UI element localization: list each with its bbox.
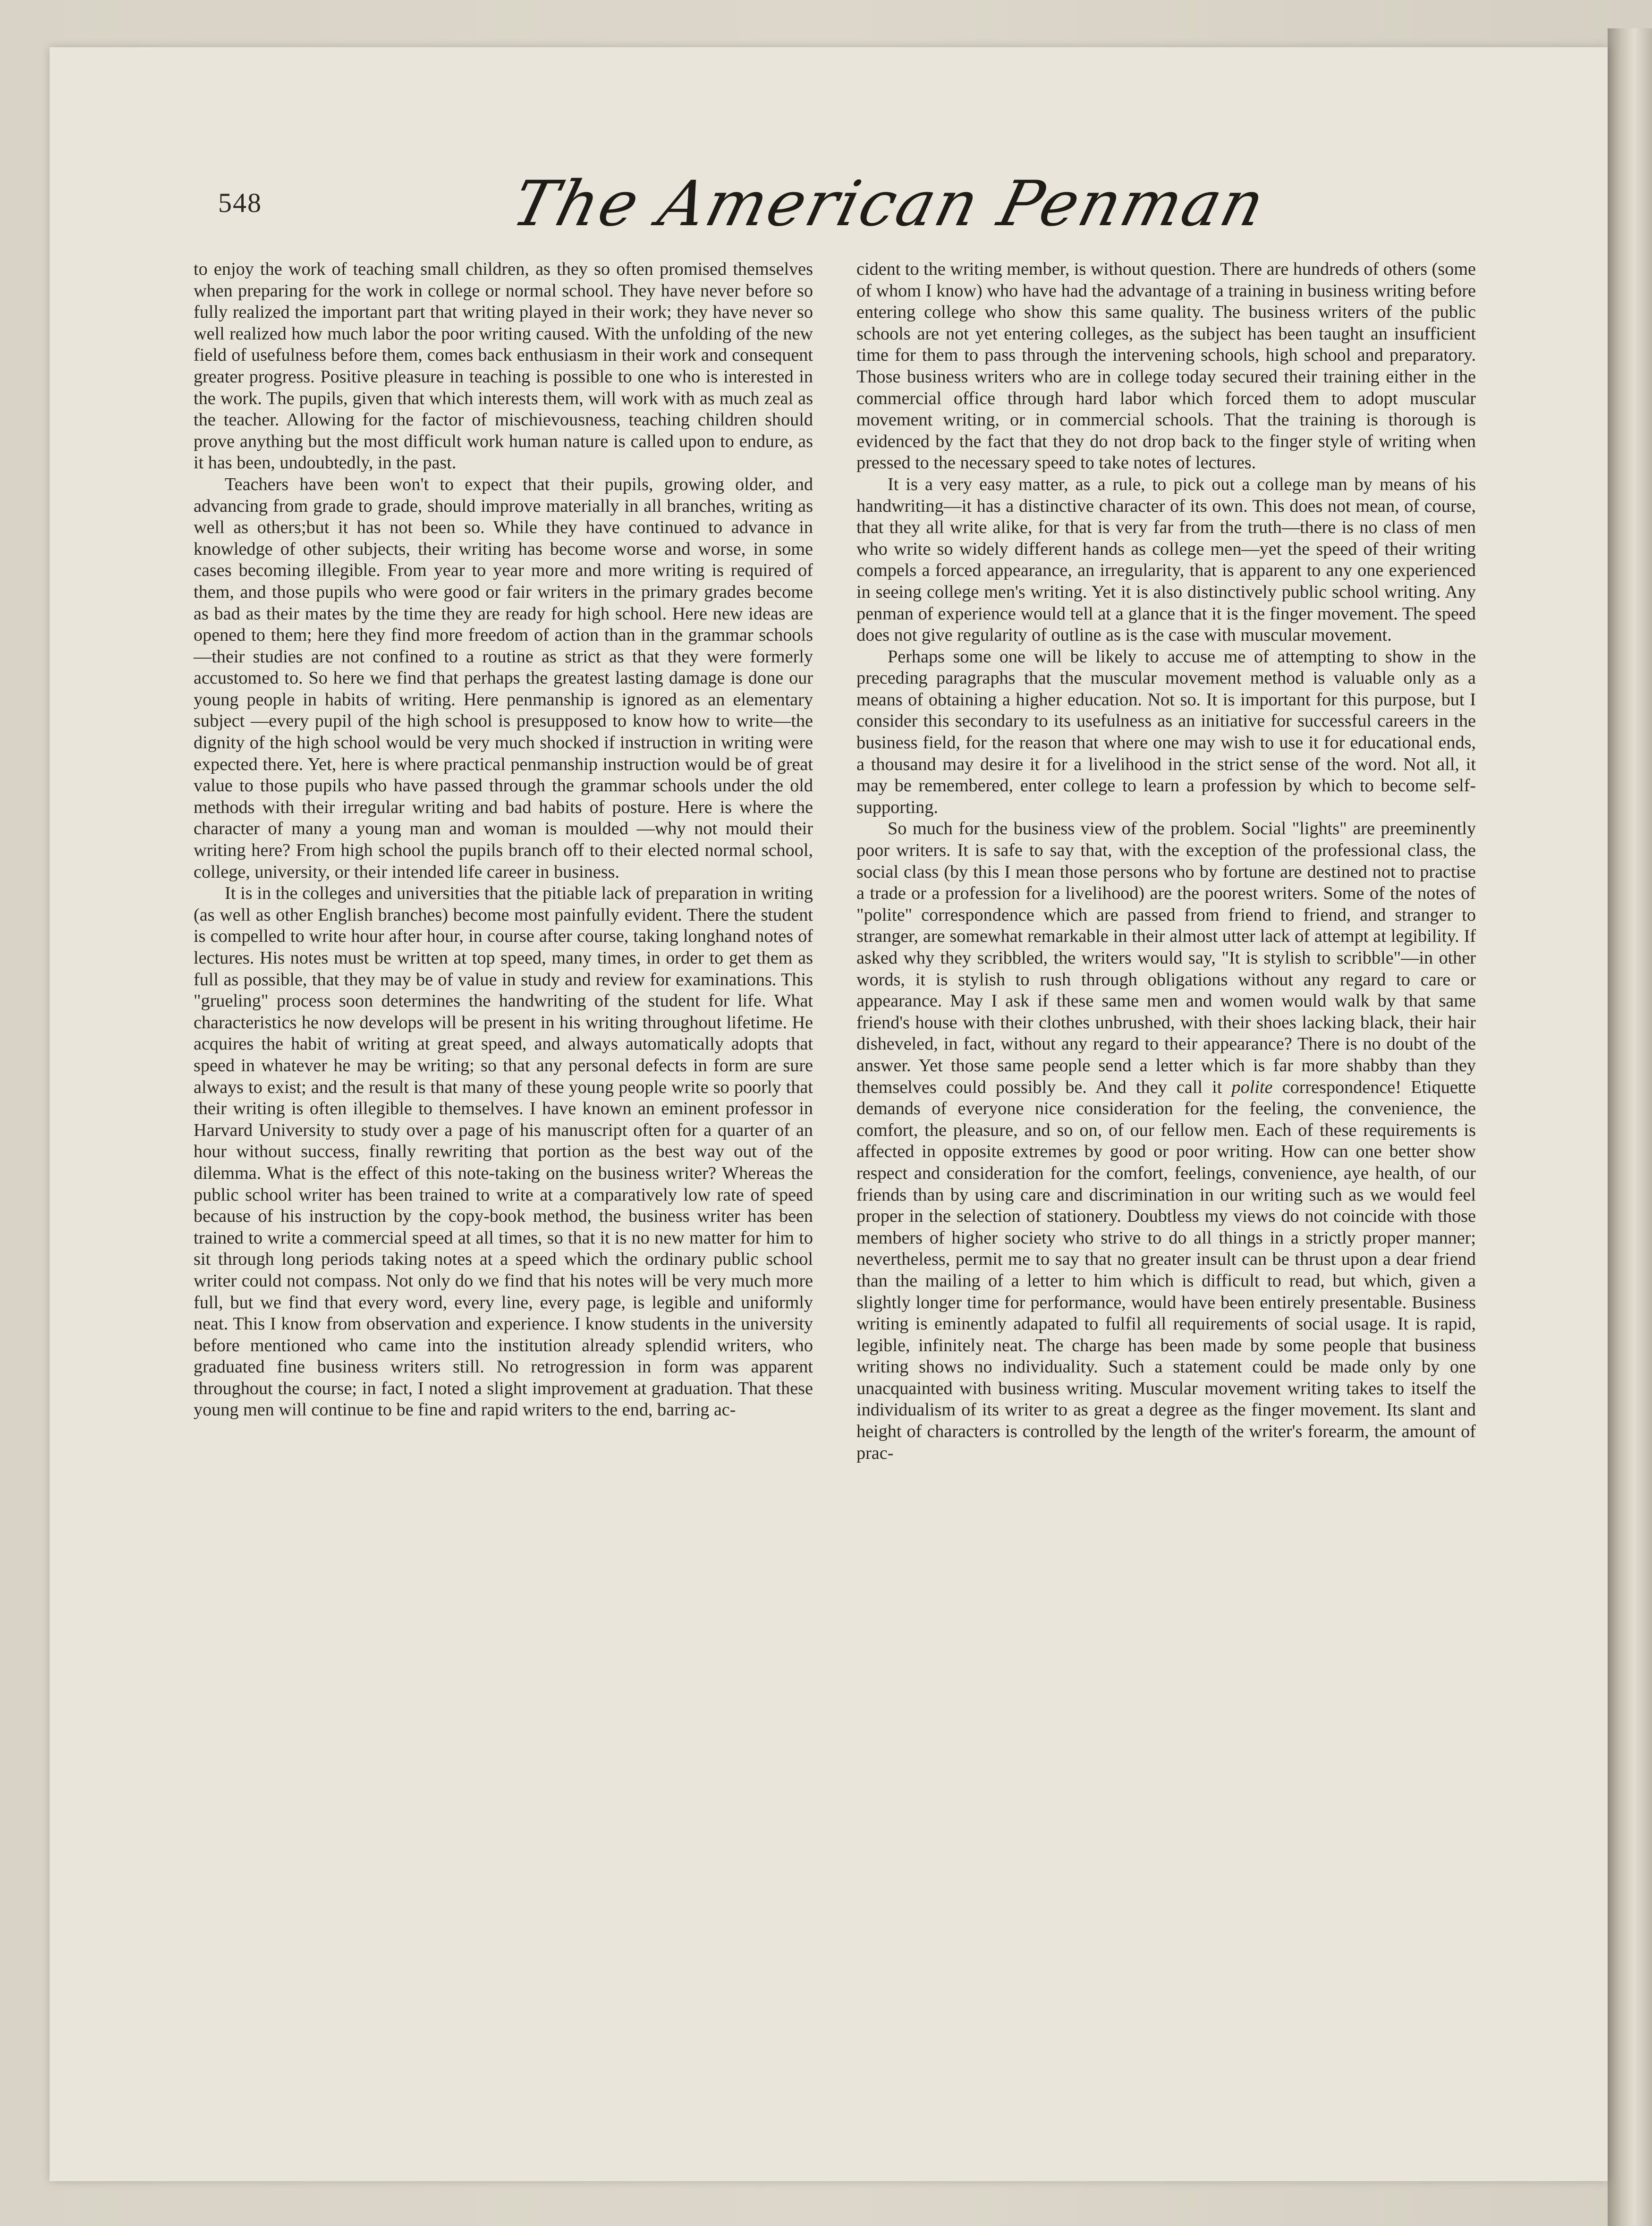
page-number: 548 bbox=[218, 187, 262, 218]
paragraph bbox=[856, 818, 1476, 1464]
paragraph: cident to the writing member, is without question. There are hundreds of others (some of whom I know) who have had the advantage of a training in business writing before entering college who show this same quality. The business writers of the public schools are not yet entering colleges, as the subject has been taught an insufficient time for them to pass through the intervening schools, high school and preparatory. Those business writers who are in college today secured their training either in the commercial office through hard labor which forced them to adopt muscular movement writing, or in commercial schools. That the training is thorough is evidenced by the fact that they do not drop back to the finger style of writing when pressed to the necessary speed to take notes of lectures. bbox=[856, 259, 1476, 473]
paragraph: It is a very easy matter, as a rule, to pick out a college man by means of his handwriting—it has a distinctive character of its own. This does not mean, of course, that they all write alike, for that is very far from the truth—there is no class of men who write so widely different hands as college men—yet the speed of their writing compels a forced appearance, an irregularity, that is apparent to any one experienced in seeing college men's writing. Yet it is also distinctively public school writing. Any penman of experience would tell at a glance that it is the finger movement. The speed does not give regularity of outline as is the case with muscular movement. bbox=[856, 474, 1476, 645]
masthead-title bbox=[505, 168, 1273, 243]
paragraph-text: So much for the business view of the problem. Social "lights" are preeminently poor writers. It is safe to say that, with the exception of the professional class, the social class (by this I mean those persons who by fortune are destined not to practise a trade or a profession for a livelihood) are the poorest writers. Some of the notes of "polite" correspondence which are passed from friend to friend, and stranger to stranger, are somewhat remarkable in their almost utter lack of attempt at legibility. If asked why they scribbled, the writers would say, "It is stylish to scribble"—in other words, it is stylish to rush through obligations without any regard to care or appearance. May I ask if these same men and women would walk by that same friend's house with their clothes unbrushed, with their shoes lacking black, their hair disheveled, in fact, without any regard to their appearance? There is no doubt of the answer. Yet those same people send a letter which is far more shabby than they themselves could possibly be. And they call it bbox=[856, 819, 1476, 1097]
paragraph-text: correspondence! Etiquette demands of everyone nice consideration for the feeling, the convenience, the comfort, the pleasure, and so on, of our fellow men. Each of these requirements is affected in opposite extremes by good or poor writing. How can one better show respect and consideration for the comfort, feelings, convenience, aye health, of our friends than by using care and discrimination in our writing such as we would feel proper in the selection of stationery. Doubtless my views do not coincide with those members of higher society who strive to do all things in a strictly proper manner; nevertheless, permit me to say that no greater insult can be thrust upon a dear friend than the mailing of a letter to him which is difficult to read, but which, given a slightly longer time for performance, would have been entirely presentable. Business writing is eminently adapated to fulfil all requirements of social usage. It is rapid, legible, infinitely neat. The charge has been made by some people that business writing shows no individuality. Such a statement could be made only by one unacquainted with business writing. Muscular movement writing takes to itself the individualism of its writer to as great a degree as the finger movement. Its slant and height of characters is controlled by the length of the writer's forearm, the amount of prac- bbox=[856, 1077, 1476, 1463]
paragraph: to enjoy the work of teaching small children, as they so often promised themselves when preparing for the work in college or normal school. They have never before so fully realized the important part that writing played in their work; they have never so well realized how much labor the poor writing caused. With the unfolding of the new field of usefulness before them, comes back enthusiasm in their work and consequent greater progress. Positive pleasure in teaching is possible to one who is interested in the work. The pupils, given that which interests them, will work with as much zeal as the teacher. Allowing for the factor of mischievousness, teaching children should prove anything but the most difficult work human nature is called upon to endure, as it has been, undoubtedly, in the past. bbox=[194, 259, 813, 473]
left-text-column bbox=[194, 259, 813, 1421]
right-text-column bbox=[856, 259, 1476, 1464]
paragraph: Teachers have been won't to expect that their pupils, growing older, and advancing from grade to grade, should improve materially in all branches, writing as well as others;but it has not been so. While they have continued to advance in knowledge of other subjects, their writing has become worse and worse, in some cases becoming illegible. From year to year more and more writing is required of them, and those pupils who were good or fair writers in the primary grades become as bad as their mates by the time they are ready for high school. Here new ideas are opened to them; here they find more freedom of action than in the grammar schools—their studies are not confined to a routine as strict as that they were formerly accustomed to. So here we find that perhaps the greatest lasting damage is done our young people in habits of writing. Here penmanship is ignored as an elementary subject —every pupil of the high school is presupposed to know how to write—the dignity of the high school would be very much shocked if instruction in writing were expected there. Yet, here is where practical penmanship instruction would be of great value to those pupils who have passed through the grammar schools under the old methods with their irregular writing and bad habits of posture. Here is where the character of many a young man and woman is moulded —why not mould their writing here? From high school the pupils branch off to their elected normal school, college, university, or their intended life career in business. bbox=[194, 474, 813, 882]
adjacent-page-edge bbox=[1608, 28, 1652, 2226]
paragraph: It is in the colleges and universities that the pitiable lack of preparation in writing (as well as other English branches) become most painfully evident. There the student is compelled to write hour after hour, in course after course, taking longhand notes of lectures. His notes must be written at top speed, many times, in order to get them as full as possible, that they may be of value in study and review for examinations. This "grueling" process soon determines the handwriting of the student for life. What characteristics he now develops will be present in his writing throughout lifetime. He acquires the habit of writing at great speed, and always automatically adopts that speed in whatever he may be writing; so that any personal defects in form are sure always to exist; and the result is that many of these young people write so poorly that their writing is often illegible to themselves. I have known an eminent professor in Harvard University to study over a page of his manuscript often for a quarter of an hour without success, finally rewriting that portion as the best way out of the dilemma. What is the effect of this note-taking on the business writer? Whereas the public school writer has been trained to write at a comparatively low rate of speed because of his instruction by the copy-book method, the business writer has been trained to write a commercial speed at all times, so that it is no new matter for him to sit through long periods taking notes at a speed which the ordinary public school writer could not compass. Not only do we find that his notes will be very much more full, but we find that every word, every line, every page, is legible and uniformly neat. This I know from observation and experience. I know students in the university before mentioned who came into the institution already splendid writers, who graduated fine business writers still. No retrogression in form was apparent throughout the course; in fact, I noted a slight improvement at graduation. That these young men will continue to be fine and rapid writers to the end, barring ac- bbox=[194, 883, 813, 1420]
emphasis-polite: polite bbox=[1231, 1077, 1273, 1097]
masthead-text: The American Penman bbox=[505, 168, 1273, 240]
paragraph: Perhaps some one will be likely to accuse me of attempting to show in the preceding paragraphs that the muscular movement method is valuable only as a means of obtaining a higher education. Not so. It is important for this purpose, but I consider this secondary to its usefulness as an initiative for successful careers in the business field, for the reason that where one may wish to use it for educational ends, a thousand may desire it for a livelihood in the strict sense of the word. Not all, it may be remembered, enter college to learn a profession by which to become self-supporting. bbox=[856, 646, 1476, 817]
